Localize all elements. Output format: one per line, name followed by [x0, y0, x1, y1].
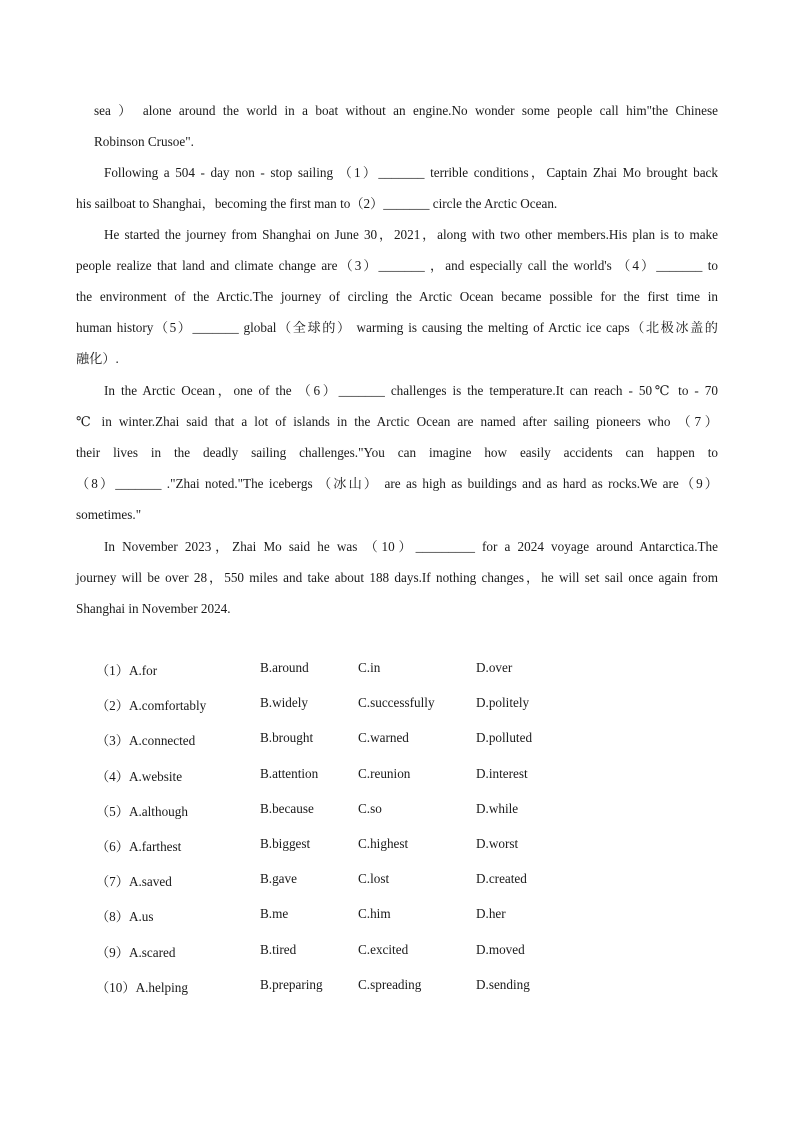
- option-a: （8）A.us: [96, 909, 154, 925]
- option-d: D.worst: [476, 835, 519, 851]
- passage-line: sea ） alone around the world in a boat without an engine.No wonder some people call him"the Chinese: [94, 103, 718, 118]
- passage-paragraph: [76, 219, 718, 374]
- option-b: B.widely: [260, 695, 308, 711]
- option-a: （9）A.scared: [96, 944, 176, 960]
- passage-line: In November 2023，Zhai Mo said he was （10）_________ for a 2024 voyage around Antarctica.The: [104, 539, 718, 554]
- option-a: （1）A.for: [96, 663, 158, 678]
- passage-line: sometimes.": [76, 507, 142, 522]
- option-a: （7）A.saved: [96, 874, 172, 890]
- option-b: B.preparing: [260, 976, 323, 992]
- option-a: （3）A.connected: [96, 733, 196, 749]
- option-d: D.while: [476, 800, 519, 816]
- option-c: C.him: [358, 906, 391, 922]
- passage-line: In the Arctic Ocean，one of the （6）_______ challenges is the temperature.It can reach - 50℃ to - 70: [104, 383, 718, 398]
- option-d: D.polluted: [476, 730, 533, 746]
- passage-line: Following a 504 - day non - stop sailing （1）_______ terrible conditions，Captain Zhai Mo brought back: [104, 165, 718, 180]
- passage-line: their lives in the deadly sailing challenges."You can imagine how easily accidents can happen to: [76, 445, 718, 460]
- option-b: B.biggest: [260, 835, 311, 851]
- option-c: C.highest: [358, 835, 409, 851]
- option-c: C.excited: [358, 941, 409, 957]
- option-b: B.attention: [260, 765, 319, 781]
- passage-paragraph: [76, 157, 718, 219]
- option-d: D.her: [476, 906, 506, 922]
- option-b: B.brought: [260, 730, 314, 746]
- option-c: C.in: [358, 660, 381, 675]
- passage-line: （8）_______ ."Zhai noted."The icebergs （冰山） are as high as buildings and as hard as rocks.We are（9）: [76, 476, 718, 491]
- option-b: B.me: [260, 906, 289, 922]
- option-b: B.around: [260, 660, 309, 675]
- option-d: D.interest: [476, 765, 528, 781]
- option-d: D.created: [476, 871, 527, 887]
- passage-line: ℃ in winter.Zhai said that a lot of islands in the Arctic Ocean are named after sailing pioneers who （7）: [76, 414, 718, 429]
- passage-line: Shanghai in November 2024.: [76, 601, 231, 616]
- option-b: B.because: [260, 800, 314, 816]
- passage-paragraph: [76, 375, 718, 530]
- passage-line: human history（5）_______ global（全球的） warming is causing the melting of Arctic ice caps（北极冰盖的: [76, 320, 718, 335]
- option-a: （2）A.comfortably: [96, 698, 207, 714]
- passage-line: the environment of the Arctic.The journey of circling the Arctic Ocean became possible for the first time in: [76, 289, 718, 304]
- passage-line: his sailboat to Shanghai，becoming the first man to（2）_______ circle the Arctic Ocean.: [76, 196, 558, 211]
- option-c: C.spreading: [358, 976, 422, 992]
- option-c: C.successfully: [358, 695, 435, 711]
- option-d: D.over: [476, 660, 513, 675]
- passage-line: journey will be over 28，550 miles and take about 188 days.If nothing changes，he will set sail once again from: [76, 570, 718, 585]
- option-a: （10）A.helping: [96, 979, 188, 995]
- option-c: C.reunion: [358, 765, 411, 781]
- passage-paragraph: [76, 95, 718, 157]
- passage-line: 融化）.: [76, 351, 119, 366]
- passage-line: He started the journey from Shanghai on June 30，2021，along with two other members.His plan is to make: [104, 227, 718, 242]
- option-d: D.politely: [476, 695, 530, 711]
- option-d: D.moved: [476, 941, 525, 957]
- passage-line: people realize that land and climate change are（3）_______ ，and especially call the world's （4）_______ to: [76, 258, 718, 273]
- option-a: （6）A.farthest: [96, 838, 182, 854]
- option-c: C.warned: [358, 730, 409, 746]
- option-d: D.sending: [476, 976, 530, 992]
- option-b: B.tired: [260, 941, 297, 957]
- option-c: C.lost: [358, 871, 390, 887]
- option-a: （4）A.website: [96, 768, 183, 784]
- option-a: （5）A.although: [96, 803, 188, 819]
- passage-paragraph: [76, 531, 718, 624]
- option-c: C.so: [358, 800, 382, 816]
- option-b: B.gave: [260, 871, 297, 887]
- passage-line: Robinson Crusoe".: [94, 134, 194, 149]
